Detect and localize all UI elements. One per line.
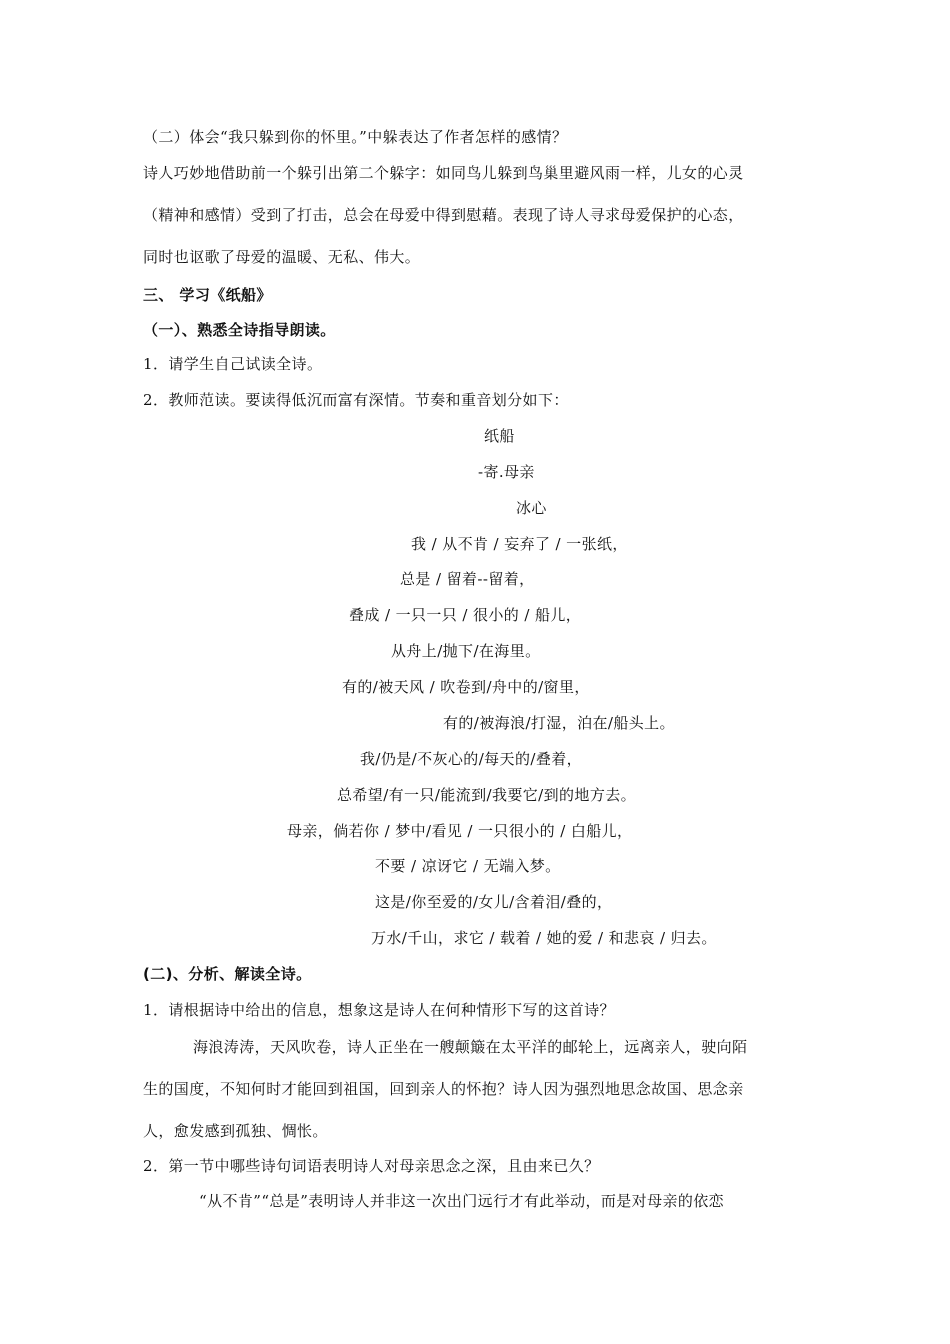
analysis-answer-line: “从不肯”“总是”表明诗人并非这一次出门远行才有此举动，而是对母亲的依恋: [199, 1192, 725, 1210]
poem-line: 不要 / 凉讶它 / 无端入梦。: [375, 857, 561, 875]
subsection-heading: (二)、分析、解读全诗。: [143, 965, 312, 983]
poem-line: 有的/被天风 / 吹卷到/舟中的/窗里，: [342, 678, 590, 696]
poem-line: 有的/被海浪/打湿，泊在/船头上。: [443, 714, 675, 732]
answer-line: （精神和感情）受到了打击，总会在母爱中得到慰藉。表现了诗人寻求母爱保护的心态，: [143, 206, 744, 224]
subsection-heading: （一）、熟悉全诗指导朗读。: [143, 321, 336, 339]
instruction-step: 1．请学生自己试读全诗。: [143, 355, 323, 373]
poem-line: 从舟上/抛下/在海里。: [391, 642, 541, 660]
poem-line: 我 / 从不肯 / 妄弃了 / 一张纸，: [411, 535, 628, 553]
analysis-answer-line: 人，愈发感到孤独、惆怅。: [143, 1122, 328, 1140]
question-heading: （二）体会“我只躲到你的怀里。”中躲表达了作者怎样的感情？: [143, 128, 568, 146]
answer-line: 诗人巧妙地借助前一个躲引出第二个躲字：如同鸟儿躲到鸟巢里避风雨一样，儿女的心灵: [143, 164, 744, 182]
section-heading: 三、 学习《纸船》: [143, 286, 272, 304]
poem-line: 总是 / 留着--留着，: [400, 570, 535, 588]
instruction-step: 2．教师范读。要读得低沉而富有深情。节奏和重音划分如下：: [143, 391, 569, 409]
poem-line: 这是/你至爱的/女儿/含着泪/叠的，: [375, 893, 613, 911]
poem-line: 总希望/有一只/能流到/我要它/到的地方去。: [337, 786, 637, 804]
poem-line: 万水/千山，求它 / 载着 / 她的爱 / 和悲哀 / 归去。: [371, 929, 717, 947]
poem-author: 冰心: [516, 499, 547, 517]
poem-line: 叠成 / 一只一只 / 很小的 / 船儿，: [349, 606, 582, 624]
poem-line: 母亲，倘若你 / 梦中/看见 / 一只很小的 / 白船儿，: [287, 822, 633, 840]
poem-dedication: -寄.母亲: [478, 463, 535, 481]
poem-title: 纸船: [484, 427, 515, 445]
analysis-question: 2．第一节中哪些诗句词语表明诗人对母亲思念之深，且由来已久？: [143, 1157, 600, 1175]
analysis-answer-line: 生的国度，不知何时才能回到祖国，回到亲人的怀抱？诗人因为强烈地思念故国、思念亲: [143, 1080, 744, 1098]
answer-line: 同时也讴歌了母爱的温暖、无私、伟大。: [143, 248, 421, 266]
poem-line: 我/仍是/不灰心的/每天的/叠着，: [360, 750, 583, 768]
analysis-question: 1．请根据诗中给出的信息，想象这是诗人在何种情形下写的这首诗？: [143, 1001, 615, 1019]
analysis-answer-line: 海浪涛涛，天风吹卷，诗人正坐在一艘颠簸在太平洋的邮轮上，远离亲人，驶向陌: [193, 1038, 748, 1056]
